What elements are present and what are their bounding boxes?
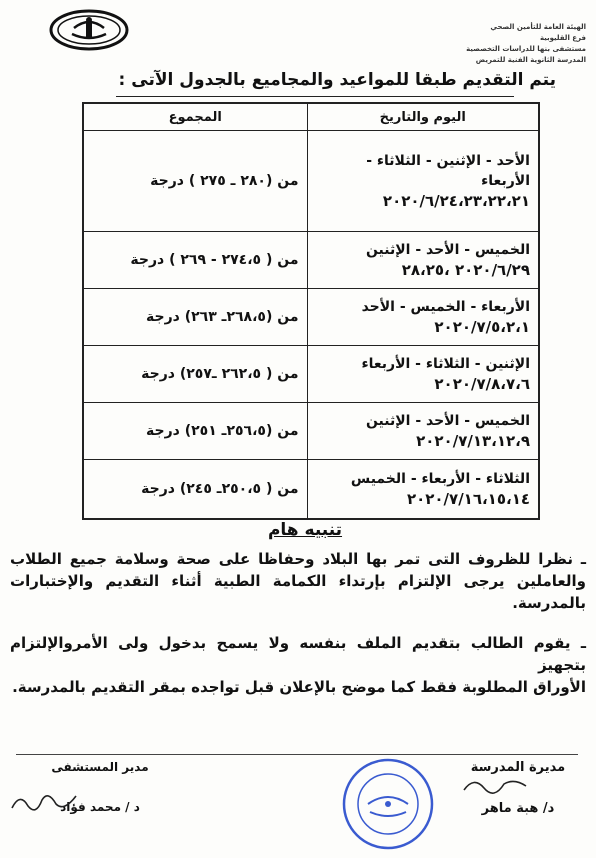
notice-paragraph-1 bbox=[10, 548, 586, 614]
org-line: فرع القليوبية bbox=[539, 34, 586, 42]
date-cell bbox=[307, 131, 539, 232]
school-director-title: مديرة المدرسة bbox=[470, 760, 566, 775]
org-line: المدرسة الثانوية الفنية للتمريض bbox=[475, 56, 586, 64]
table-row bbox=[83, 403, 539, 460]
intro-underline bbox=[116, 96, 514, 97]
notice-title: تنبيه هام bbox=[267, 520, 343, 540]
total-cell: من (٢٥٦،٥ـ ٢٥١) درجة bbox=[83, 403, 307, 460]
org-line: الهيئة العامة للتأمين الصحي bbox=[490, 23, 586, 31]
date-cell bbox=[307, 232, 539, 289]
date-cell bbox=[307, 346, 539, 403]
hospital-director-name: د / محمد فؤاد bbox=[60, 800, 140, 814]
date-cell bbox=[307, 403, 539, 460]
intro-heading: يتم التقديم طبقا للمواعيد والمجاميع بالجدول الآتى : bbox=[118, 70, 556, 90]
total-cell: من ( ٢٧٤،٥ - ٢٦٩ ) درجة bbox=[83, 232, 307, 289]
dates-text: ٢٠٢٠/٧/١٣،١٢،٩ bbox=[416, 432, 530, 450]
date-cell bbox=[307, 460, 539, 520]
notice-paragraph-2 bbox=[10, 632, 586, 698]
table-row bbox=[83, 346, 539, 403]
paragraph-line: الأوراق المطلوبة فقط كما موضح بالإعلان قبل تواجده بمقر التقديم بالمدرسة. bbox=[12, 678, 586, 696]
organization-header bbox=[396, 22, 586, 66]
paragraph-line: ـ نظرا للظروف التى تمر بها البلاد وحفاظا على صحة وسلامة جميع الطلاب bbox=[10, 550, 586, 568]
dates-text: ٢٠٢٠/٦/٢٩ ،٢٨،٢٥ bbox=[401, 261, 530, 279]
header-date: اليوم والتاريخ bbox=[307, 103, 539, 131]
organization-logo-icon bbox=[48, 8, 130, 52]
signature-scribble-icon bbox=[8, 786, 80, 816]
dates-text: ٢٠٢٠/٧/٨،٧،٦ bbox=[434, 375, 530, 393]
paragraph-line: بالمدرسة. bbox=[512, 594, 586, 612]
days-text: الإثنين - الثلاثاء - الأربعاء bbox=[361, 356, 530, 372]
signature-scribble-icon bbox=[460, 772, 530, 798]
days-text: الأربعاء - الخميس - الأحد bbox=[361, 299, 530, 315]
total-cell: من (٢٦٨،٥ـ ٢٦٣) درجة bbox=[83, 289, 307, 346]
table-header-row bbox=[83, 103, 539, 131]
date-cell bbox=[307, 289, 539, 346]
official-stamp-icon bbox=[340, 756, 436, 852]
days-text: الخميس - الأحد - الإثنين bbox=[365, 242, 530, 258]
paragraph-line: والعاملين يرجى الإلتزام بإرتداء الكمامة الطبية أثناء التقديم والإختبارات bbox=[10, 572, 586, 590]
total-cell: من (٢٨٠ ـ ٢٧٥ ) درجة bbox=[83, 131, 307, 232]
table-row bbox=[83, 289, 539, 346]
table-row bbox=[83, 460, 539, 520]
footer-divider bbox=[16, 754, 578, 755]
hospital-director-title: مدير المستشفى bbox=[51, 760, 149, 774]
total-cell: من ( ٢٥٠،٥ـ ٢٤٥) درجة bbox=[83, 460, 307, 520]
dates-text: ٢٠٢٠/٧/٥،٢،١ bbox=[434, 318, 530, 336]
org-line: مستشفى بنها للدراسات التخصصية bbox=[466, 45, 586, 53]
school-director-name: د/ هبة ماهر bbox=[481, 801, 555, 816]
dates-text: ٢٠٢٠/٧/١٦،١٥،١٤ bbox=[406, 490, 530, 508]
days-text: الأحد - الإثنين - الثلاثاء - الأربعاء bbox=[366, 153, 530, 189]
days-text: الثلاثاء - الأربعاء - الخميس bbox=[350, 471, 530, 487]
header-total: المجموع bbox=[83, 103, 307, 131]
total-cell: من ( ٢٦٢،٥ ـ٢٥٧) درجة bbox=[83, 346, 307, 403]
table-row bbox=[83, 232, 539, 289]
schedule-table bbox=[82, 102, 540, 520]
table-row bbox=[83, 131, 539, 232]
dates-text: ٢٠٢٠/٦/٢٤،٢٣،٢٢،٢١ bbox=[382, 192, 530, 210]
days-text: الخميس - الأحد - الإثنين bbox=[365, 413, 530, 429]
paragraph-line: ـ يقوم الطالب بتقديم الملف بنفسه ولا يسمح بدخول ولى الأمروالإلتزام بتجهيز bbox=[10, 634, 586, 674]
